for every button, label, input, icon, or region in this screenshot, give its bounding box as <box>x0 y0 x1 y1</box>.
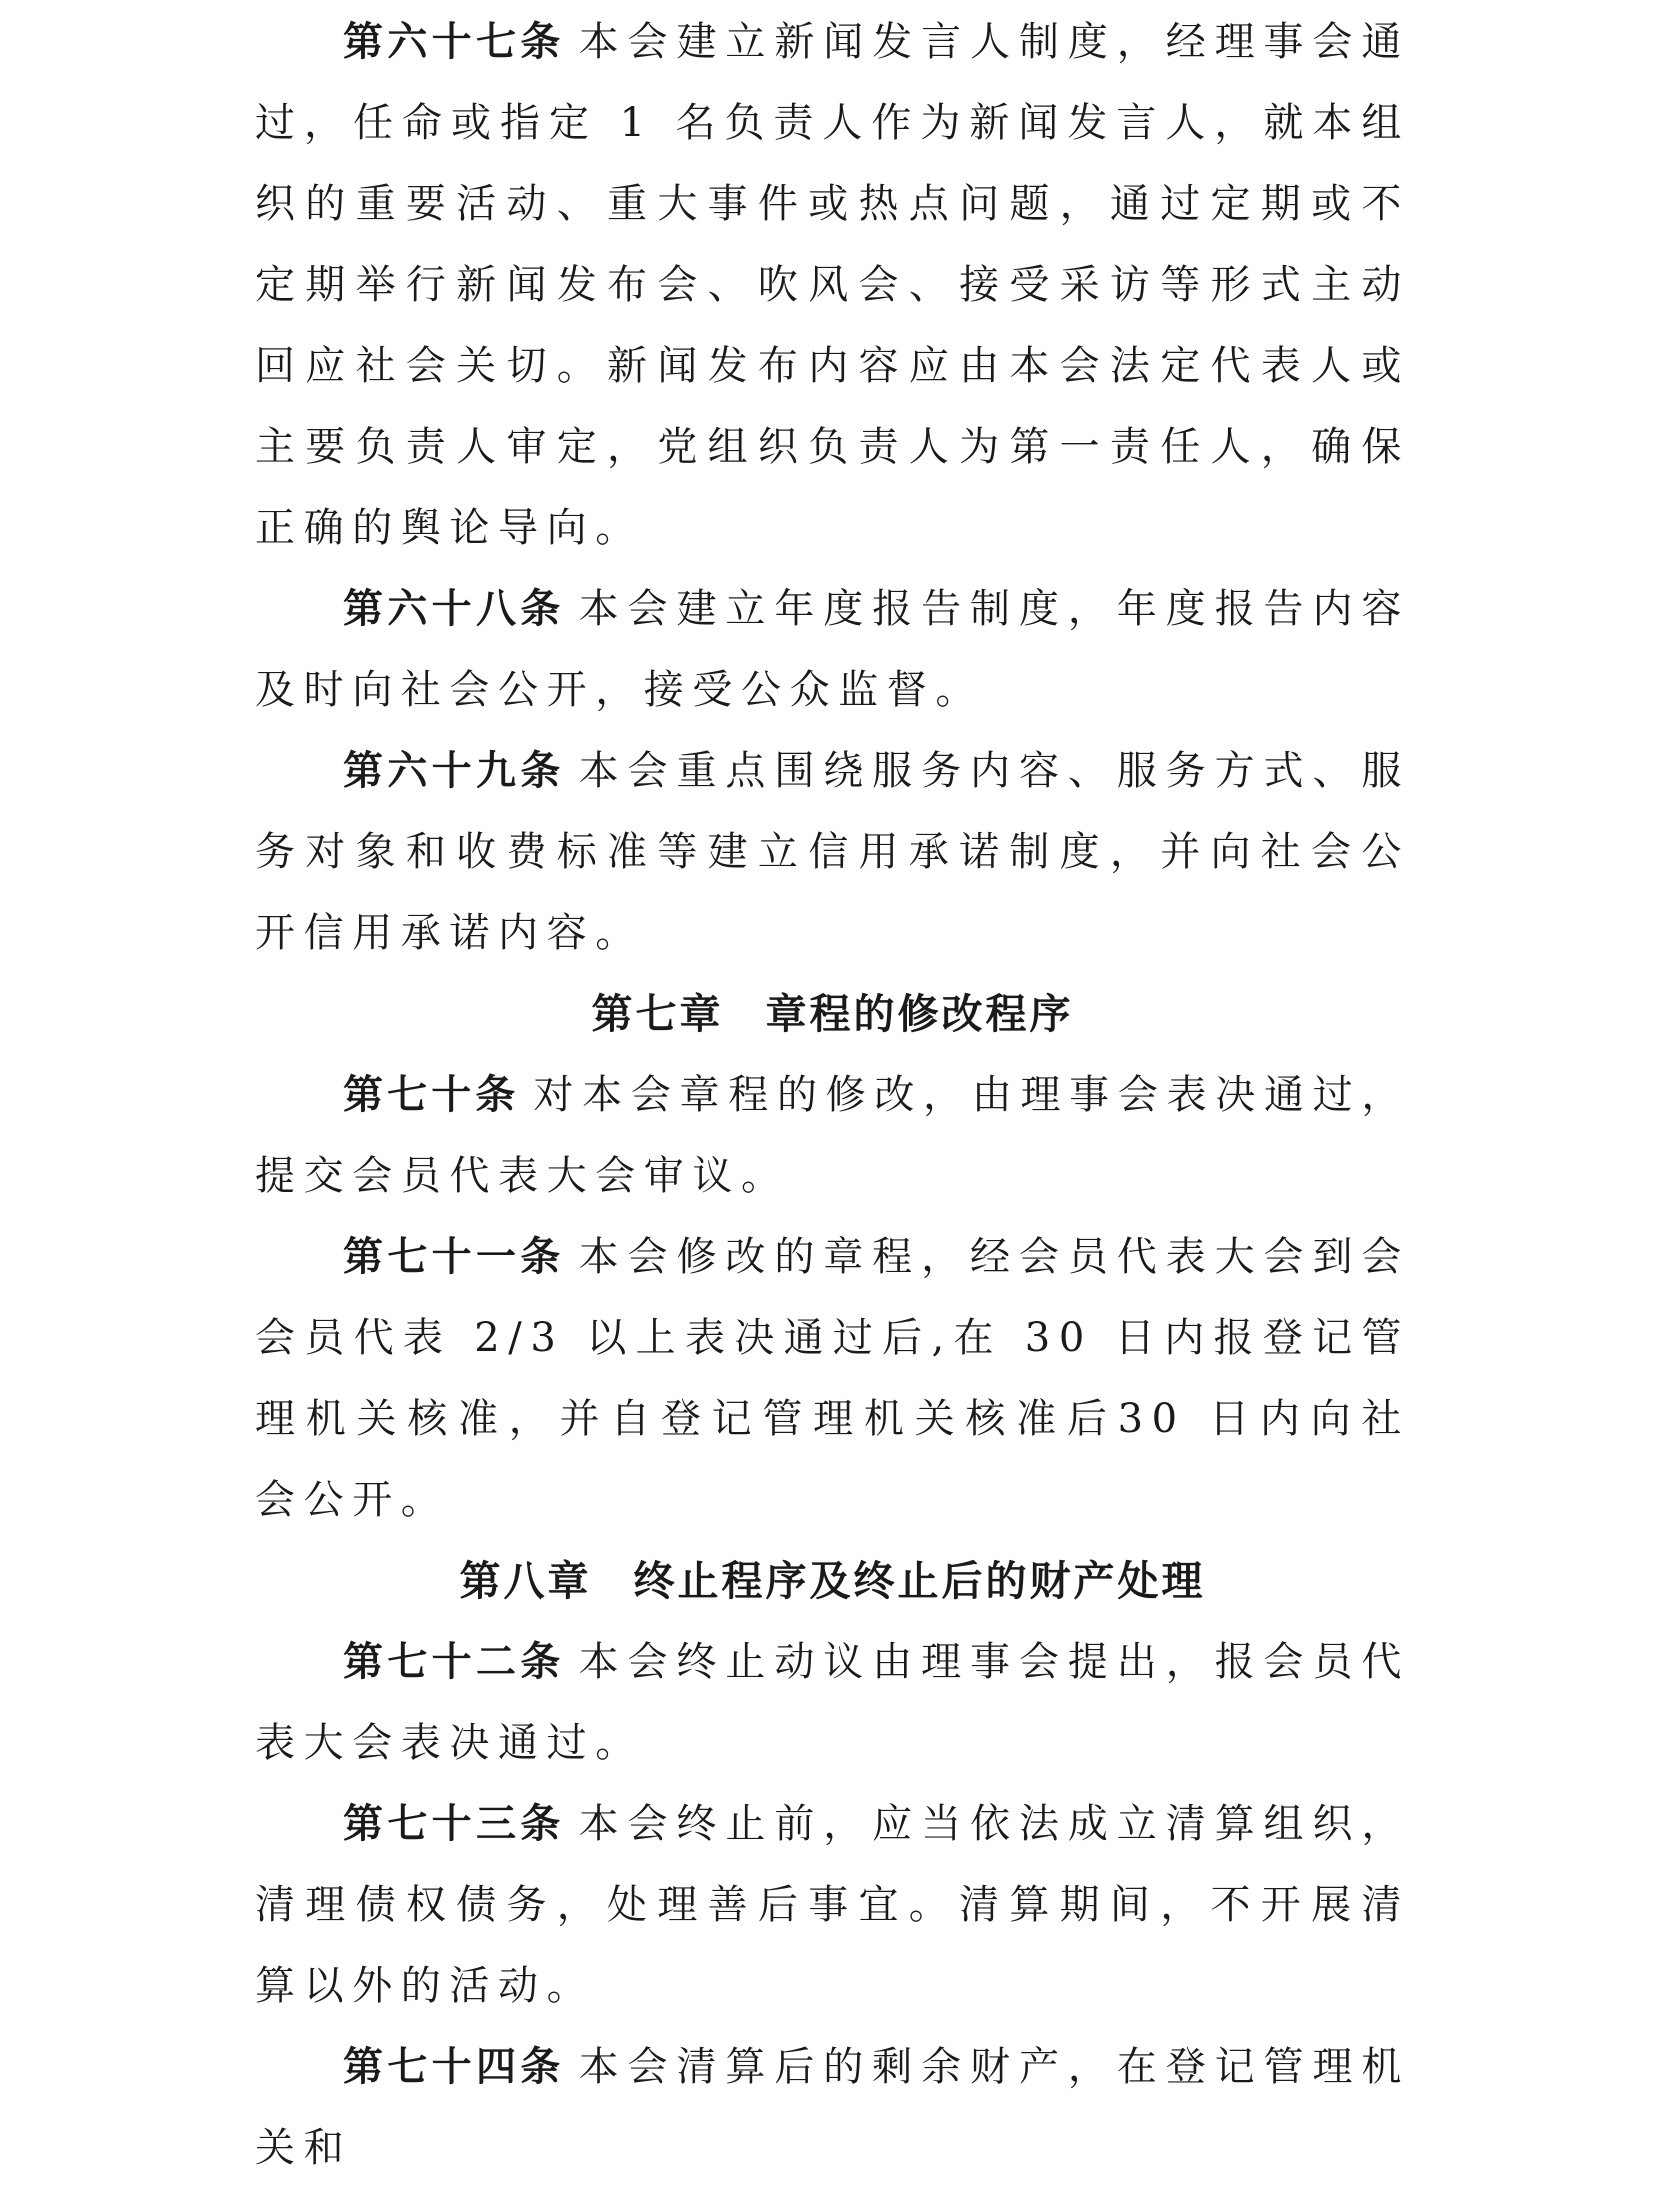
chapter-8-heading <box>255 1541 1410 1622</box>
article-number: 第六十八条 <box>343 586 565 632</box>
article-text: 本会终止前，应当依法成立清算组织，清理债权债务，处理善后事宜。清算期间，不开展清算以外的活动。 <box>255 1801 1411 2009</box>
chapter-number: 第八章 <box>459 1557 592 1605</box>
chapter-number: 第七章 <box>591 990 724 1038</box>
article-74 <box>255 2027 1410 2189</box>
article-text: 本会修改的章程，经会员代表大会到会会员代表 2/3 以上表决通过后,在 30 日内报登记管理机关核准，并自登记管理机关核准后30 日内向社会公开。 <box>255 1234 1411 1523</box>
article-number: 第七十三条 <box>343 1801 565 1847</box>
chapter-title: 章程的修改程序 <box>765 990 1074 1038</box>
article-text: 对本会章程的修改，由理事会表决通过，提交会员代表大会审议。 <box>255 1072 1410 1199</box>
article-text: 本会建立年度报告制度，年度报告内容及时向社会公开，接受公众监督。 <box>255 586 1411 713</box>
article-number: 第七十一条 <box>343 1234 565 1280</box>
article-number: 第六十七条 <box>343 19 565 65</box>
article-70 <box>255 1055 1410 1217</box>
article-73 <box>255 1784 1410 2027</box>
article-number: 第七十二条 <box>343 1639 565 1685</box>
article-number: 第七十条 <box>343 1072 520 1118</box>
article-number: 第七十四条 <box>343 2044 565 2090</box>
article-text: 本会终止动议由理事会提出，报会员代表大会表决通过。 <box>255 1639 1411 1766</box>
article-text: 本会清算后的剩余财产，在登记管理机关和 <box>255 2044 1411 2171</box>
article-72 <box>255 1622 1410 1784</box>
article-text: 本会建立新闻发言人制度，经理事会通过，任命或指定 1 名负责人作为新闻发言人，就本组织的重要活动、重大事件或热点问题，通过定期或不定期举行新闻发布会、吹风会、接受采访等形式主动回应社会关切。新闻发布内容应由本会法定代表人或主要负责人审定，党组织负责人为第一责任人，确保正确的舆论导向。 <box>255 19 1411 551</box>
article-number: 第六十九条 <box>343 748 565 794</box>
article-69 <box>255 731 1410 974</box>
article-text: 本会重点围绕服务内容、服务方式、服务对象和收费标准等建立信用承诺制度，并向社会公开信用承诺内容。 <box>255 748 1411 956</box>
chapter-title: 终止程序及终止后的财产处理 <box>633 1557 1206 1605</box>
article-68 <box>255 569 1410 731</box>
chapter-7-heading <box>255 974 1410 1055</box>
document-page <box>255 0 1410 2189</box>
article-67 <box>255 2 1410 569</box>
article-71 <box>255 1217 1410 1541</box>
